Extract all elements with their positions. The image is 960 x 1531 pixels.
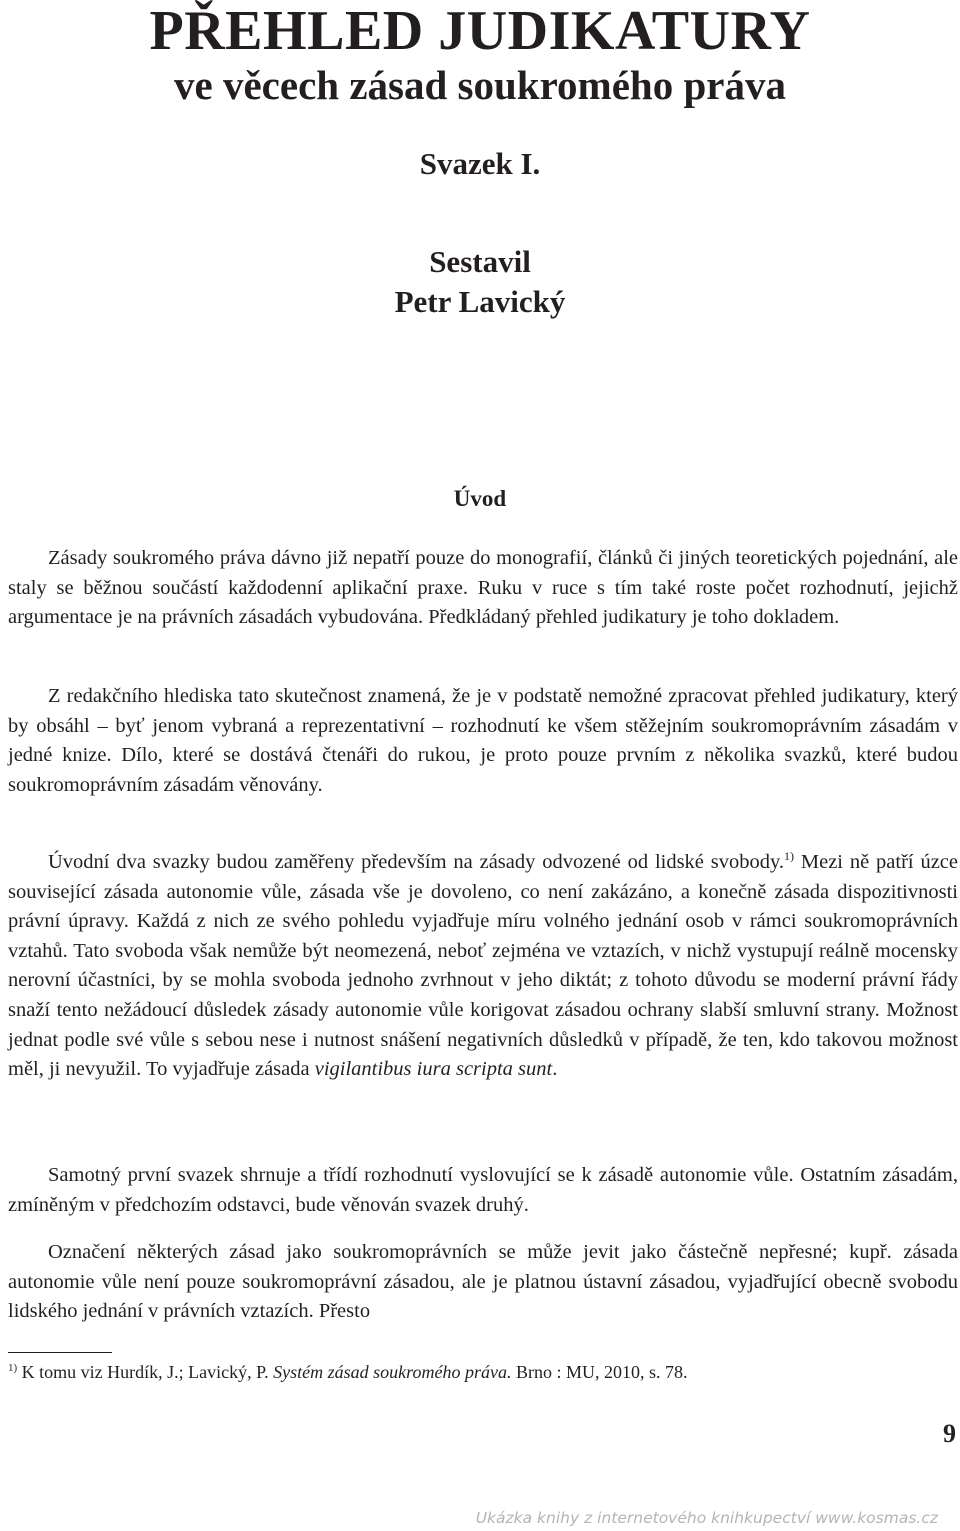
paragraph-2: Z redakčního hlediska tato skutečnost znamená, že je v podstatě nemožné zpracovat přehled judikatury, který by obsáhl – byť jenom vybraná a reprezentativní – rozhodnutí ke všem stěžejním soukromoprávním zásadám v jedné knize. Dílo, které se dostává čtenáři do rukou, je proto pouze prvním z několika svazků, které budou soukromoprávním zásadám věnovány. <box>8 685 958 796</box>
footnote-text-end: Brno : MU, 2010, s. 78. <box>511 1362 688 1382</box>
volume-label: Svazek I. <box>419 146 541 181</box>
compiled-label: Sestavil <box>429 244 531 279</box>
paragraph-3-body: Mezi ně patří úzce související zásada autonomie vůle, zásada vše je dovoleno, co není zakázáno, a konečně zásada dispozitivnosti právní úpravy. Každá z nich ze svého pohledu vyjadřuje míru volného jednání osob v rámci soukromoprávních vztahů. Tato svoboda však nemůže být neomezená, neboť zejména ve vztazích, v nichž vystupují reálně mocensky nerovní účastníci, by se mohla svoboda jednoho zvrhnout v jeho diktát; z tohoto důvodu se moderní právní řády snaží tento nežádoucí důsledek zásady autonomie vůle korigovat zásadou ochrany slabší smluvní strany. Možnost jednat podle své vůle s sebou nese i nutnost snášení negativních důsledků v případě, že ten, kdo takovou možnost měl, ji nevyužil. To vyjadřuje zásada <box>8 851 958 1081</box>
page-number: 9 <box>943 1419 956 1448</box>
section-heading: Úvod <box>453 486 507 511</box>
footnote-reference[interactable]: 1) <box>784 849 795 863</box>
paragraph-4: Samotný první svazek shrnuje a třídí rozhodnutí vyslovující se k zásadě autonomie vůle. Ostatním zásadám, zmíněným v předchozím odstavci, bude věnován svazek druhý. <box>8 1164 958 1216</box>
footnote-divider <box>8 1352 112 1353</box>
paragraph-5: Označení některých zásad jako soukromoprávních se může jevit jako částečně nepřesné; kupř. zásada autonomie vůle není pouze soukromoprávní zásadou, ale je platnou ústavní zásadou, vyjadřující obecně svobodu lidského jednání v právních vztazích. Přesto <box>8 1241 958 1323</box>
paragraph-3 <box>8 848 958 1085</box>
footnote-text-start: K tomu viz Hurdík, J.; Lavický, P. <box>17 1362 274 1382</box>
paragraph-5-block <box>8 1238 958 1327</box>
paragraph-3-start: Úvodní dva svazky budou zaměřeny především na zásady odvozené od lidské svobody. <box>48 851 785 873</box>
paragraph-2-block <box>8 682 958 800</box>
compiled-by-block <box>0 242 960 322</box>
footnote-cited-title: Systém zásad soukromého práva. <box>273 1362 512 1382</box>
paragraph-1-block <box>8 544 958 633</box>
paragraph-3-block <box>8 848 958 1085</box>
latin-maxim: vigilantibus iura scripta sunt <box>314 1058 553 1081</box>
book-title: PŘEHLED JUDIKATURY <box>149 0 811 62</box>
paragraph-3-end: . <box>552 1058 558 1081</box>
author-name: Petr Lavický <box>394 284 566 319</box>
paragraph-4-block <box>8 1161 958 1220</box>
book-subtitle: ve věcech zásad soukromého práva <box>174 62 786 108</box>
footnote-mark: 1) <box>8 1362 18 1374</box>
paragraph-1: Zásady soukromého práva dávno již nepatří pouze do monografií, článků či jiných teoretických pojednání, ale staly se běžnou součástí každodenní aplikační praxe. Ruku v ruce s tím také roste počet rozhodnutí, jejichž argumentace je na právních zásadách vybudována. Předkládaný přehled judikatury je toho dokladem. <box>8 547 958 629</box>
footnote <box>8 1359 958 1385</box>
watermark-text[interactable]: Ukázka knihy z internetového knihkupectví www.kosmas.cz <box>475 1509 938 1527</box>
